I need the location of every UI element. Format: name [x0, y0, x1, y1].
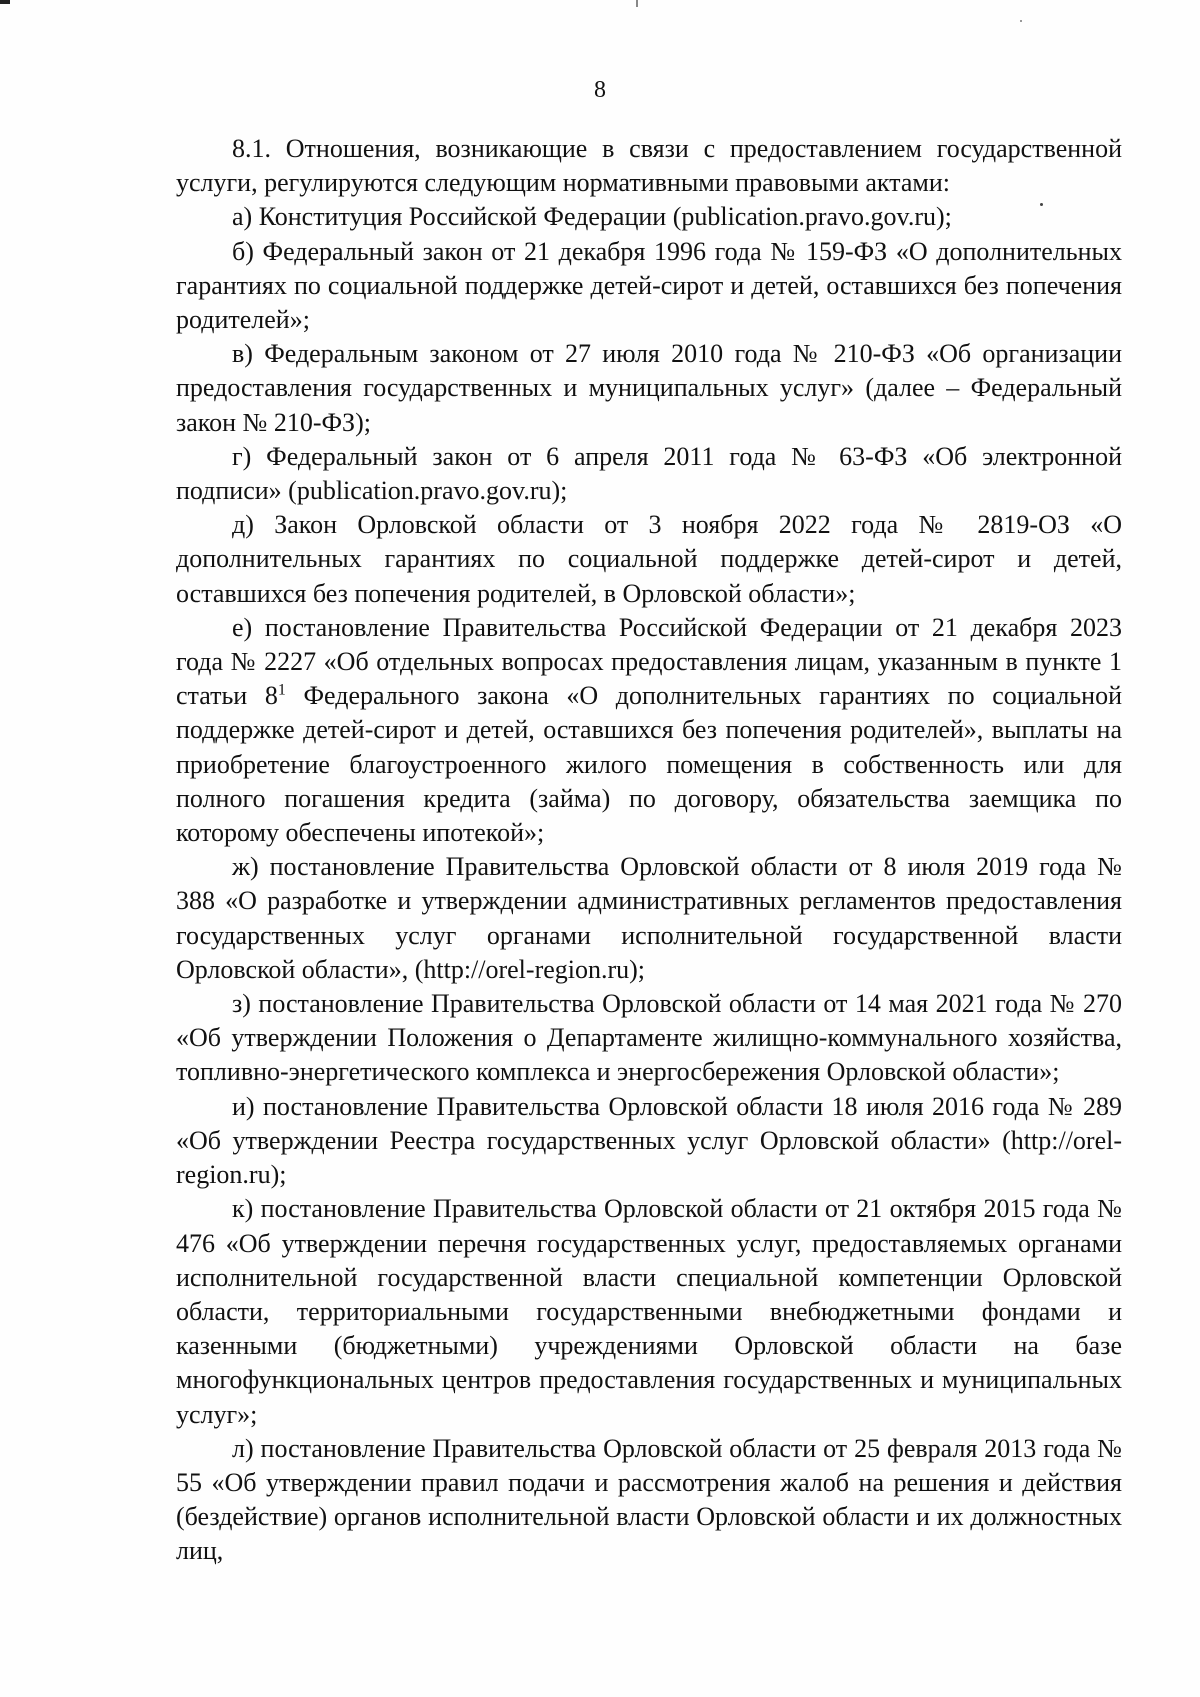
list-item-z: з) постановление Правительства Орловской области от 14 мая 2021 года № 270 «Об утверждении Положения о Департаменте жилищно-коммунального хозяйства, топливно-энергетического комплекса и энергосбережения Орловской области»;: [176, 989, 1122, 1087]
scan-artifact: [1020, 20, 1022, 22]
paragraph-8-1: 8.1. Отношения, возникающие в связи с предоставлением государственной услуги, регулируются следующим нормативными правовыми актами:: [176, 134, 1122, 198]
list-item-e-text-end: Федерального закона «О дополнительных гарантиях по социальной поддержке детей-сирот и детей, оставшихся без попечения родителей», выплаты на приобретение благоустроенного жилого помещения в собственность или для полного погашения кредита (займа) по договору, обязательства заемщика по которому обеспечены ипотекой»;: [176, 681, 1122, 848]
list-item-zh: ж) постановление Правительства Орловской области от 8 июля 2019 года № 388 «О разработке и утверждении административных регламентов предоставления государственных услуг органами исполнительной государственной власти Орловской области», (http://orel-region.ru);: [176, 852, 1122, 984]
list-item-e: [176, 611, 1122, 850]
page-number: 8: [594, 77, 606, 103]
list-item-b: б) Федеральный закон от 21 декабря 1996 года № 159-ФЗ «О дополнительных гарантиях по социальной поддержке детей-сирот и детей, оставшихся без попечения родителей»;: [176, 236, 1122, 335]
list-item-v: в) Федеральным законом от 27 июля 2010 года № 210-ФЗ «Об организации предоставления государственных и муниципальных услуг» (далее – Федеральный закон № 210-ФЗ);: [176, 339, 1122, 437]
scan-artifact: [636, 0, 638, 7]
superscript: 1: [277, 681, 286, 699]
document-body: [176, 132, 1122, 1569]
scan-artifact: [0, 0, 10, 4]
list-item-k: к) постановление Правительства Орловской области от 21 октября 2015 года № 476 «Об утверждении перечня государственных услуг, предоставляемых органами исполнительной государственной власти специальной компетенции Орловской области, территориальными государственными внебюджетными фондами и казенными (бюджетными) учреждениями Орловской области на базе многофункциональных центров предоставления государственных и муниципальных услуг»;: [176, 1194, 1122, 1429]
list-item-a: а) Конституция Российской Федерации (publication.pravo.gov.ru);: [232, 202, 952, 232]
list-item-e-text-start: е) постановление Правительства Российской Федерации от 21 декабря 2023 года № 2227 «Об отдельных вопросах предоставления лицам, указанным в пункте 1 статьи 8: [176, 612, 1122, 711]
list-item-i: и) постановление Правительства Орловской области 18 июля 2016 года № 289 «Об утверждении Реестра государственных услуг Орловской области» (http://orel-region.ru);: [176, 1091, 1122, 1190]
list-item-d: д) Закон Орловской области от 3 ноября 2022 года № 2819-ОЗ «О дополнительных гарантиях по социальной поддержке детей-сирот и детей, оставшихся без попечения родителей, в Орловской области»;: [176, 510, 1122, 608]
list-item-g: г) Федеральный закон от 6 апреля 2011 года № 63-ФЗ «Об электронной подписи» (publication.pravo.gov.ru);: [176, 441, 1122, 506]
list-item-l: л) постановление Правительства Орловской области от 25 февраля 2013 года № 55 «Об утверждении правил подачи и рассмотрения жалоб на решения и действия (бездействие) органов исполнительной власти Орловской области и их должностных лиц,: [176, 1433, 1122, 1566]
